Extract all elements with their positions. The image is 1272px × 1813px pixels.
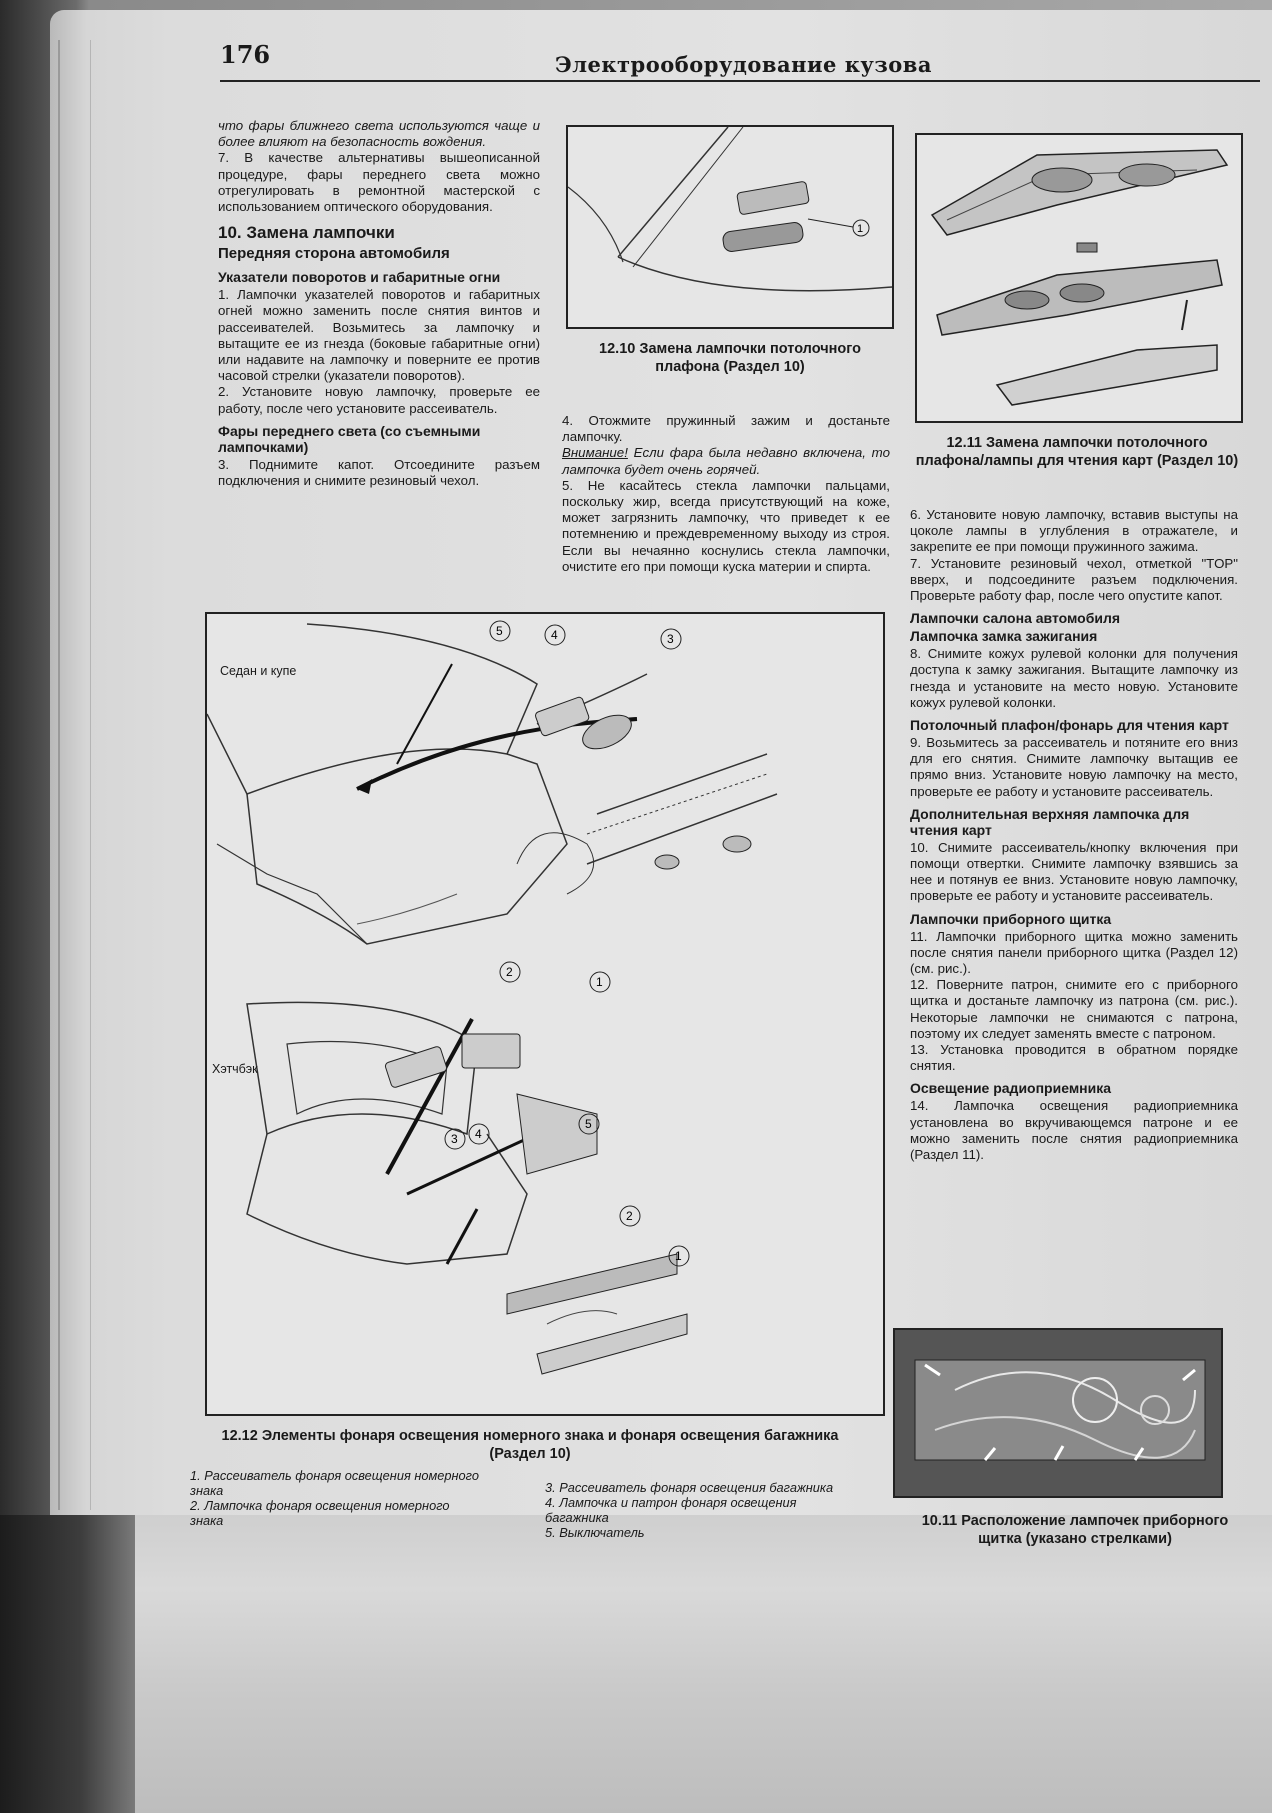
- paragraph-5: 5. Не касайтесь стекла лампочки пальцами, поскольку жир, всегда присутствующий на коже, может загрязнить лампочку, что приведет к ее потемнению и преждевременному выходу из строя. Если вы нечаянно коснулись стекла лампочки, очистите его при помощи куска материи и спирта.: [562, 477, 890, 574]
- figure-12-10-caption: 12.10 Замена лампочки потолочного плафона (Раздел 10): [599, 341, 861, 375]
- subheading-salon: Лампочки салона автомобиля: [910, 610, 1121, 627]
- figure-12-11-drawing: [917, 135, 1241, 421]
- paragraph-9: 9. Возьмитесь за рассеиватель и потяните его вниз для его снятия. Снимите лампочку вытащив ее прямо вниз. Установите новую лампочку на место, проверьте ее работу и установите рассеиватель.: [910, 735, 1238, 799]
- figure-12-12: [205, 612, 885, 1416]
- callout-label-5b: 5: [585, 1117, 592, 1131]
- scan-bottom-shadow: [0, 1515, 135, 1813]
- legend-item-3: 3. Рассеиватель фонаря освещения багажника: [545, 1480, 834, 1495]
- section-title: 10. Замена лампочки: [218, 223, 395, 243]
- paragraph-1: 1. Лампочки указателей поворотов и габаритных огней можно заменить после снятия винтов и рассеивателей. Возьмитесь за лампочку и вытащите ее из гнезда (боковые габаритные огни) или надавите на лампочку и поверните ее против часовой стрелки (указатели поворотов).: [218, 287, 540, 384]
- paragraph-10: 10. Снимите рассеиватель/кнопку включения при помощи отвертки. Снимите лампочку взявшись за нее и потянув ее вниз. Установите новую лампочку, проверьте ее работу и установите рассеиватель.: [910, 839, 1238, 904]
- paragraph-6: 6. Установите новую лампочку, вставив выступы на цоколе лампы в углубления в отражателе, и закрепите ее при помощи пружинного зажима.: [910, 507, 1238, 555]
- legend-item-5: 5. Выключатель: [545, 1525, 645, 1540]
- figure-12-10-drawing: [568, 127, 892, 327]
- ceiling-lamp-housing: [737, 181, 810, 215]
- legend-item-4: 4. Лампочка и патрон фонаря освещения багажника: [545, 1495, 797, 1525]
- header-rule: [220, 80, 1260, 82]
- page-stack-edge: [58, 40, 91, 1510]
- paragraph-12: 12. Поверните патрон, снимите его с приборного щитка и достаньте лампочку из патрона (см. рис.). Некоторые лампочки не снимаются с патрона, поэтому их следует заменять вместе с патроном.: [910, 977, 1238, 1041]
- paragraph-2: 2. Установите новую лампочку, проверьте ее работу, после чего установите рассеиватель.: [218, 384, 540, 416]
- figure-12-12-caption: 12.12 Элементы фонаря освещения номерного знака и фонаря освещения багажника (Раздел 10): [221, 1428, 839, 1462]
- subheading-instrument-panel: Лампочки приборного щитка: [910, 910, 1112, 927]
- column-2: [562, 413, 890, 575]
- figure-12-10: [566, 125, 894, 329]
- callout-label-2: 2: [506, 965, 513, 979]
- warning-label: Внимание!: [562, 445, 628, 461]
- subheading-ignition: Лампочка замка зажигания: [910, 628, 1098, 645]
- callout-label-3: 3: [667, 632, 674, 646]
- legend-left: [190, 1468, 485, 1528]
- callout-label-2b: 2: [626, 1209, 633, 1223]
- callout-label-5: 5: [496, 624, 503, 638]
- ceiling-lamp-lens: [722, 222, 804, 253]
- paragraph-13: 13. Установка проводится в обратном порядке снятия.: [910, 1042, 1238, 1074]
- column-1: [218, 118, 540, 489]
- paragraph-7-alt: 7. В качестве альтернативы вышеописанной процедуре, фары переднего света можно отрегулировать в ремонтной мастерской с использованием оптического оборудования.: [218, 150, 540, 215]
- callout-label-1: 1: [596, 975, 603, 989]
- section-subtitle: Передняя сторона автомобиля: [218, 245, 450, 263]
- legend-right: [545, 1480, 855, 1540]
- running-head-title: Электрооборудование кузова: [555, 52, 932, 77]
- warning-text: Если фара была недавно включена, то лампочка будет очень горячей.: [562, 445, 890, 477]
- figure-12-11: [915, 133, 1243, 423]
- label-hatchback: Хэтчбэк: [212, 1062, 258, 1076]
- subheading-ceiling: Потолочный плафон/фонарь для чтения карт: [910, 717, 1229, 734]
- legend-item-2: 2. Лампочка фонаря освещения номерного знака: [190, 1498, 450, 1528]
- subheading-headlights: Фары переднего света (со съемными лампочками): [218, 422, 481, 455]
- instrument-panel-photo: [895, 1330, 1221, 1496]
- subheading-turn-signals: Указатели поворотов и габаритные огни: [218, 269, 501, 286]
- callout-label-4: 4: [551, 628, 558, 642]
- callout-label-3b: 3: [451, 1132, 458, 1146]
- subheading-radio: Освещение радиоприемника: [910, 1080, 1112, 1097]
- legend-item-1: 1. Рассеиватель фонаря освещения номерного знака: [190, 1468, 479, 1498]
- scan-bottom-strip: [0, 1515, 1272, 1813]
- page-number: 176: [220, 40, 271, 69]
- column-3: [910, 507, 1238, 1163]
- paragraph-4: 4. Отожмите пружинный зажим и достаньте лампочку.: [562, 413, 890, 445]
- callout-label-4b: 4: [475, 1127, 482, 1141]
- label-sedan: Седан и купе: [220, 664, 297, 678]
- paragraph-intro: что фары ближнего света используются чаще и более влияют на безопасность вождения.: [218, 118, 540, 150]
- callout-number: 1: [857, 223, 864, 235]
- photo-10-11-caption: 10.11 Расположение лампочек приборного щитка (указано стрелками): [921, 1513, 1229, 1547]
- paragraph-7: 7. Установите резиновый чехол, отметкой "TOP" вверх, и подсоедините разъем подключения. Проверьте работу фар, после чего опустите капот.: [910, 555, 1238, 604]
- paragraph-8: 8. Снимите кожух рулевой колонки для получения доступа к замку зажигания. Вытащите лампочку из гнезда и установите на место новую. Установите кожух рулевой колонки.: [910, 646, 1238, 710]
- callout-label-1b: 1: [675, 1249, 682, 1263]
- figure-12-12-drawing: [207, 614, 883, 1414]
- figure-12-11-caption: 12.11 Замена лампочки потолочного плафона/лампы для чтения карт (Раздел 10): [915, 435, 1239, 469]
- subheading-extra-lamp: Дополнительная верхняя лампочка для чтения карт: [910, 805, 1190, 838]
- paragraph-11: 11. Лампочки приборного щитка можно заменить после снятия панели приборного щитка (Раздел 12) (см. рис.).: [910, 928, 1238, 977]
- paragraph-3: 3. Поднимите капот. Отсоедините разъем подключения и снимите резиновый чехол.: [218, 456, 540, 489]
- photo-10-11: [893, 1328, 1223, 1498]
- paragraph-14: 14. Лампочка освещения радиоприемника установлена во вкручивающемся патроне и ее можно заменить после снятия радиоприемника (Раздел 11).: [910, 1098, 1238, 1163]
